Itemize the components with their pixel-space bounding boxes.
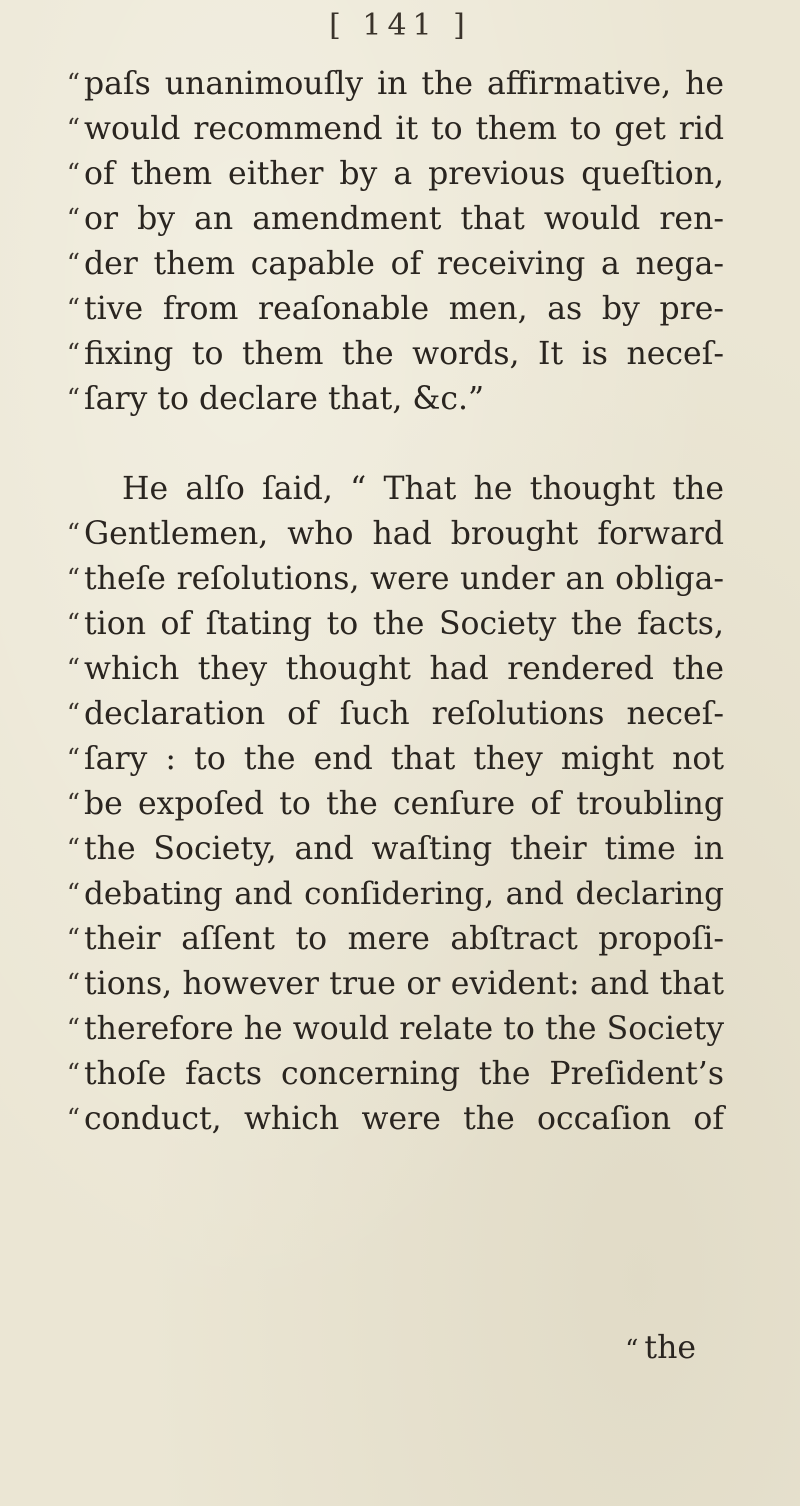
line-text: Gentlemen, who had brought forward (84, 516, 724, 552)
line-text: conduct, which were the occaſion of (84, 1101, 724, 1137)
quote-mark: “ (66, 1104, 80, 1134)
line-text: der them capable of receiving a nega- (84, 246, 724, 282)
quote-mark: “ (66, 339, 80, 369)
line-text: the Society, and waſting their time in (84, 831, 724, 867)
quote-mark: “ (66, 384, 80, 414)
text-line (66, 1052, 724, 1097)
quote-mark: “ (625, 1335, 639, 1365)
text-line (66, 287, 724, 332)
catchword-text: the (644, 1330, 696, 1366)
line-text: or by an amendment that would ren- (84, 201, 724, 237)
quote-mark: “ (66, 699, 80, 729)
quote-mark: “ (66, 1014, 80, 1044)
line-text: theſe reſolutions, were under an obliga- (84, 561, 724, 597)
paragraph-gap (84, 422, 724, 467)
line-text: tions, however true or evident: and that (84, 966, 724, 1002)
quote-mark: “ (66, 69, 80, 99)
quote-mark: “ (66, 1059, 80, 1089)
text-line (66, 512, 724, 557)
text-line (66, 917, 724, 962)
line-text: tion of ſtating to the Society the facts, (84, 606, 724, 642)
text-line (66, 647, 724, 692)
line-text: therefore he would relate to the Society (84, 1011, 724, 1047)
text-line (66, 377, 724, 422)
line-text: tive from reaſonable men, as by pre- (84, 291, 724, 327)
page-number: [ 141 ] (329, 8, 471, 43)
line-text: their aſſent to mere abſtract propoſi- (84, 921, 724, 957)
quote-mark: “ (66, 654, 80, 684)
text-line (66, 62, 724, 107)
line-text: be expoſed to the cenſure of troubling (84, 786, 724, 822)
quote-mark: “ (66, 789, 80, 819)
quote-mark: “ (66, 744, 80, 774)
text-line (66, 1007, 724, 1052)
text-block (66, 62, 724, 1142)
quote-mark: “ (66, 249, 80, 279)
text-line (66, 332, 724, 377)
line-text: debating and conſidering, and declaring (84, 876, 724, 912)
quote-mark: “ (66, 294, 80, 324)
quote-mark: “ (66, 609, 80, 639)
line-text: fixing to them the words, It is neceſ- (84, 336, 724, 372)
line-text: paſs unanimouſly in the affirmative, he (84, 66, 724, 102)
text-line (66, 692, 724, 737)
quote-mark: “ (66, 879, 80, 909)
line-text: ſary : to the end that they might not (84, 741, 724, 777)
text-line (66, 1097, 724, 1142)
text-line (84, 467, 724, 512)
text-line (66, 152, 724, 197)
text-line (66, 602, 724, 647)
quote-mark: “ (66, 969, 80, 999)
catchword (625, 1326, 696, 1373)
quote-mark: “ (66, 159, 80, 189)
line-text: He alſo ſaid, “ That he thought the (122, 471, 724, 507)
quote-mark: “ (66, 564, 80, 594)
line-text: of them either by a previous queſtion, (84, 156, 724, 192)
quote-mark: “ (66, 114, 80, 144)
text-line (66, 242, 724, 287)
text-line (66, 197, 724, 242)
quote-mark: “ (66, 924, 80, 954)
text-line (66, 872, 724, 917)
text-line (66, 737, 724, 782)
quote-mark: “ (66, 204, 80, 234)
line-text: thoſe facts concerning the Preſident’s (84, 1056, 724, 1092)
text-line (66, 557, 724, 602)
quote-mark: “ (66, 834, 80, 864)
text-line (66, 827, 724, 872)
text-line (66, 962, 724, 1007)
text-line (66, 107, 724, 152)
line-text: ſary to declare that, &c.” (84, 381, 485, 417)
line-text: would recommend it to them to get rid (84, 111, 724, 147)
line-text: which they thought had rendered the (84, 651, 724, 687)
line-text: declaration of ſuch reſolutions neceſ- (84, 696, 724, 732)
quote-mark: “ (66, 519, 80, 549)
text-line (66, 782, 724, 827)
